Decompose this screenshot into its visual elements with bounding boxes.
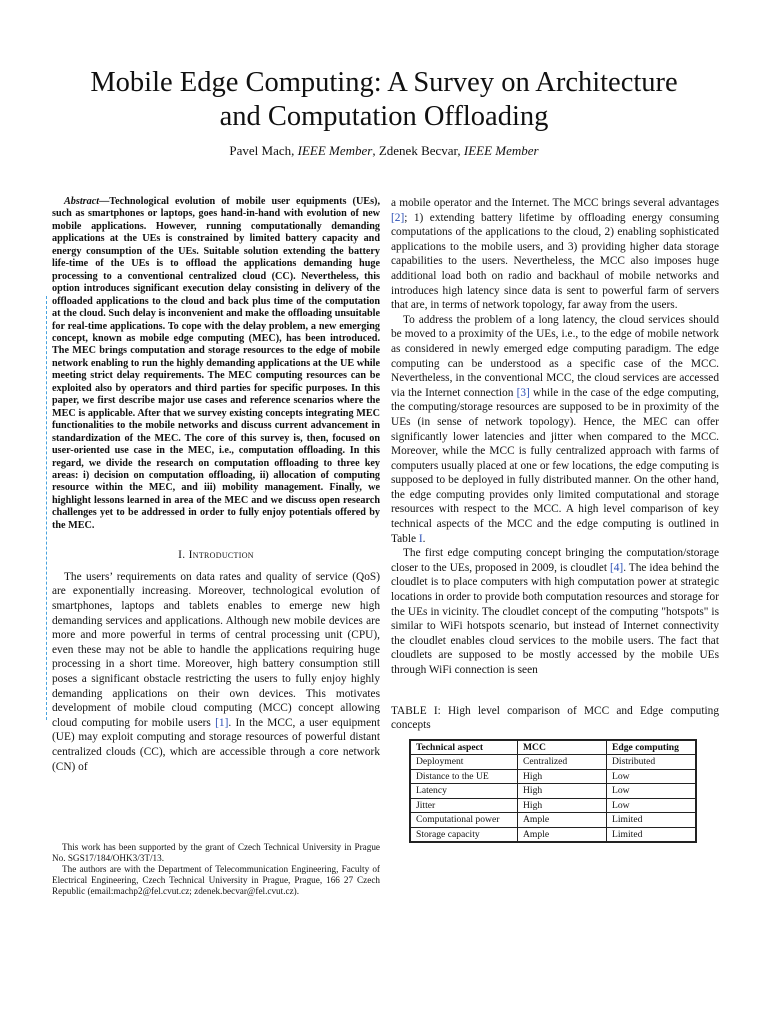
abstract-text: —Technological evolution of mobile user equipments (UEs), such as smartphones or laptops, goes hand-in-hand with evolution of new mobile applications. However, running computationally demanding applications at the UEs is constrained by limited battery capacity and energy consumption of the UEs. Suitable solution extending the battery life-time of the UEs is to offload the applications demanding huge processing to a conventional centralized cloud (CC). Nevertheless, this option introduces significant execution delay consisting in delivery of the offloaded applications to the cloud and back plus time of the computation at the cloud. Such delay is inconvenient and make the offloading unsuitable for real-time applications. To cope with the delay problem, a new emerging concept, known as mobile edge computing (MEC), has been introduced. The MEC brings computation and storage resources to the edge of mobile network enabling to run the highly demanding applications at the UE while meeting strict delay requirements. The MEC computing resources can be exploited also by operators and third parties for specific purposes. In this paper, we first describe major use cases and reference scenarios where the MEC is applicable. After that we survey existing concepts integrating MEC functionalities to the mobile networks and discuss current advancement in standardization of the MEC. The core of this survey is, then, focused on user-oriented use case in the MEC, i.e., computation offloading. In this regard, we divide the research on computation offloading to three key areas: i) decision on computation offloading, ii) allocation of computing resource within the MEC, and iii) mobility management. Finally, we highlight lessons learned in area of the MEC and we discuss open research challenges yet to be addressed in order to fully enjoy potentials offered by the MEC. bbox=[52, 196, 380, 531]
table-caption: TABLE I: High level comparison of MCC and Edge computing concepts bbox=[391, 704, 719, 732]
table-cell: Low bbox=[607, 784, 697, 799]
table-cell: Distance to the UE bbox=[410, 769, 518, 784]
intro-paragraph-3 bbox=[391, 546, 719, 677]
table-cell: High bbox=[518, 798, 607, 813]
author-separator: , Zdenek Becvar, bbox=[372, 143, 464, 158]
title-line-1: Mobile Edge Computing: A Survey on Architecture bbox=[90, 67, 678, 98]
table-cell: Storage capacity bbox=[410, 827, 518, 842]
title-line-2: and Computation Offloading bbox=[219, 101, 549, 132]
paper-title bbox=[0, 66, 768, 134]
author-1: Pavel Mach, bbox=[229, 143, 298, 158]
section-heading-introduction bbox=[52, 548, 380, 563]
table-cell: Centralized bbox=[518, 755, 607, 770]
table-cell: Limited bbox=[607, 827, 697, 842]
author-line bbox=[0, 143, 768, 159]
table-cell: Computational power bbox=[410, 813, 518, 828]
r-p3-text-b: . The idea behind the cloudlet is to place computers with high computation power at strategic locations in order to provide both computation resources and storage for the UEs in vicinity. The cloudlet concept of the computing "hotspots" is similar to WiFi hotspots scenario, but instead of Internet connectivity the cloudlet enables cloud services to the mobile users. The fact that cloudlets are supposed to be mostly accessed by the mobile UEs through WiFi connection is seen bbox=[391, 561, 719, 676]
right-column bbox=[391, 196, 719, 843]
table-reference-link[interactable]: I bbox=[418, 532, 423, 545]
table-header-cell: Edge computing bbox=[607, 740, 697, 755]
citation-link[interactable]: [4] bbox=[609, 561, 624, 574]
intro-paragraph-1 bbox=[52, 570, 380, 774]
r-p2-text-b: while in the case of the edge computing, the computing/storage resources are supposed to be in proximity of the UEs (in sense of network topology). Hence, the MEC can offer significantly lower latencies and jitter when compared to the MCC. Moreover, while the MCC is fully centralized approach with farms of computers usually placed at one or few locations, the edge computing is supposed to be deployed in fully distributed manner. On the other hand, the edge computing provides only limited computational and storage resources with respect to the MCC. A high level comparison of key technical aspects of the MCC and the edge computing is outlined in Table bbox=[391, 386, 720, 545]
table-header-cell: MCC bbox=[518, 740, 607, 755]
table-cell: Deployment bbox=[410, 755, 518, 770]
table-cell: Ample bbox=[518, 813, 607, 828]
table-row bbox=[410, 755, 696, 770]
table-row bbox=[410, 827, 696, 842]
intro-p1-text-a: The users’ requirements on data rates and quality of service (QoS) are exponentially increasing. Moreover, technological evolution of smartphones, laptops and tablets enables to emerge new high demanding services and applications. Although new mobile devices are more and more powerful in terms of central processing unit (CPU), even these may not be able to handle the applications requiring huge processing in a short time. Moreover, high battery consumption still poses a significant obstacle restricting the users to fully enjoy highly demanding applications on their own devices. This motivates development of mobile cloud computing (MCC) concept allowing cloud computing for mobile users bbox=[52, 570, 380, 729]
table-cell: Ample bbox=[518, 827, 607, 842]
table-cell: High bbox=[518, 784, 607, 799]
table-row bbox=[410, 798, 696, 813]
table-cell: Low bbox=[607, 769, 697, 784]
table-row bbox=[410, 813, 696, 828]
author-1-role: IEEE Member bbox=[297, 143, 373, 158]
table-cell: Low bbox=[607, 798, 697, 813]
footnote bbox=[52, 842, 380, 897]
left-column bbox=[52, 196, 380, 774]
intro-paragraph-continued bbox=[391, 196, 719, 313]
footnote-funding: This work has been supported by the grant of Czech Technical University in Prague No. SGS17/184/OHK3/3T/13. bbox=[52, 842, 380, 863]
citation-link[interactable]: [2] bbox=[391, 211, 405, 224]
section-number: I. bbox=[178, 549, 189, 562]
footnote-affiliation: The authors are with the Department of Telecommunication Engineering, Faculty of Electrical Engineering, Czech Technical University in Prague, Prague, 166 27 Czech Republic (email:machp2@fel.cvut.cz; zdenek.becvar@fel.cvut.cz). bbox=[52, 864, 380, 896]
author-2-role: IEEE Member bbox=[463, 143, 539, 158]
intro-paragraph-2 bbox=[391, 313, 719, 547]
table-header-cell: Technical aspect bbox=[410, 740, 518, 755]
r-p2-text-c: . bbox=[422, 532, 426, 545]
section-title: Introduction bbox=[188, 549, 254, 562]
table-cell: High bbox=[518, 769, 607, 784]
table-cell: Distributed bbox=[607, 755, 697, 770]
citation-link[interactable]: [3] bbox=[516, 386, 530, 399]
table-header-row bbox=[410, 740, 696, 755]
abstract bbox=[52, 196, 380, 532]
table-row bbox=[410, 769, 696, 784]
r-p1-text-a: a mobile operator and the Internet. The MCC brings several advantages bbox=[391, 197, 719, 209]
table-cell: Jitter bbox=[410, 798, 518, 813]
r-p2-text-a: To address the problem of a long latency, the cloud services should be moved to a proximity of the UEs, i.e., to the edge of mobile network as considered in newly emerged edge computing paradigm. The edge computing can be understood as a specific case of the MCC. Nevertheless, in the conventional MCC, the cloud services are accessed via the Internet connection bbox=[391, 313, 719, 399]
citation-link[interactable]: [1] bbox=[215, 716, 229, 729]
comparison-table bbox=[409, 739, 697, 844]
r-p3-text-a: The first edge computing concept bringing the computation/storage closer to the UEs, proposed in 2009, is cloudlet bbox=[391, 547, 719, 574]
table-cell: Limited bbox=[607, 813, 697, 828]
abstract-label: Abstract bbox=[64, 196, 100, 207]
table-row bbox=[410, 784, 696, 799]
r-p1-text-b: ; 1) extending battery lifetime by offloading energy consuming computations of the applications to the cloud, 2) enabling sophisticated applications to the mobile users, and 3) providing higher data storage capabilities to the users. Nevertheless, the MCC also imposes huge additional load both on radio and backhaul of mobile networks and introduces high latency since data is sent to powerful farm of servers that are, in terms of network topology, far away from the users. bbox=[391, 211, 719, 312]
intro-p1-text-b: . In the MCC, a user equipment (UE) may exploit computing and storage resources of powerful distant centralized clouds (CC), which are accessible through a core network (CN) of bbox=[52, 716, 380, 773]
table-cell: Latency bbox=[410, 784, 518, 799]
